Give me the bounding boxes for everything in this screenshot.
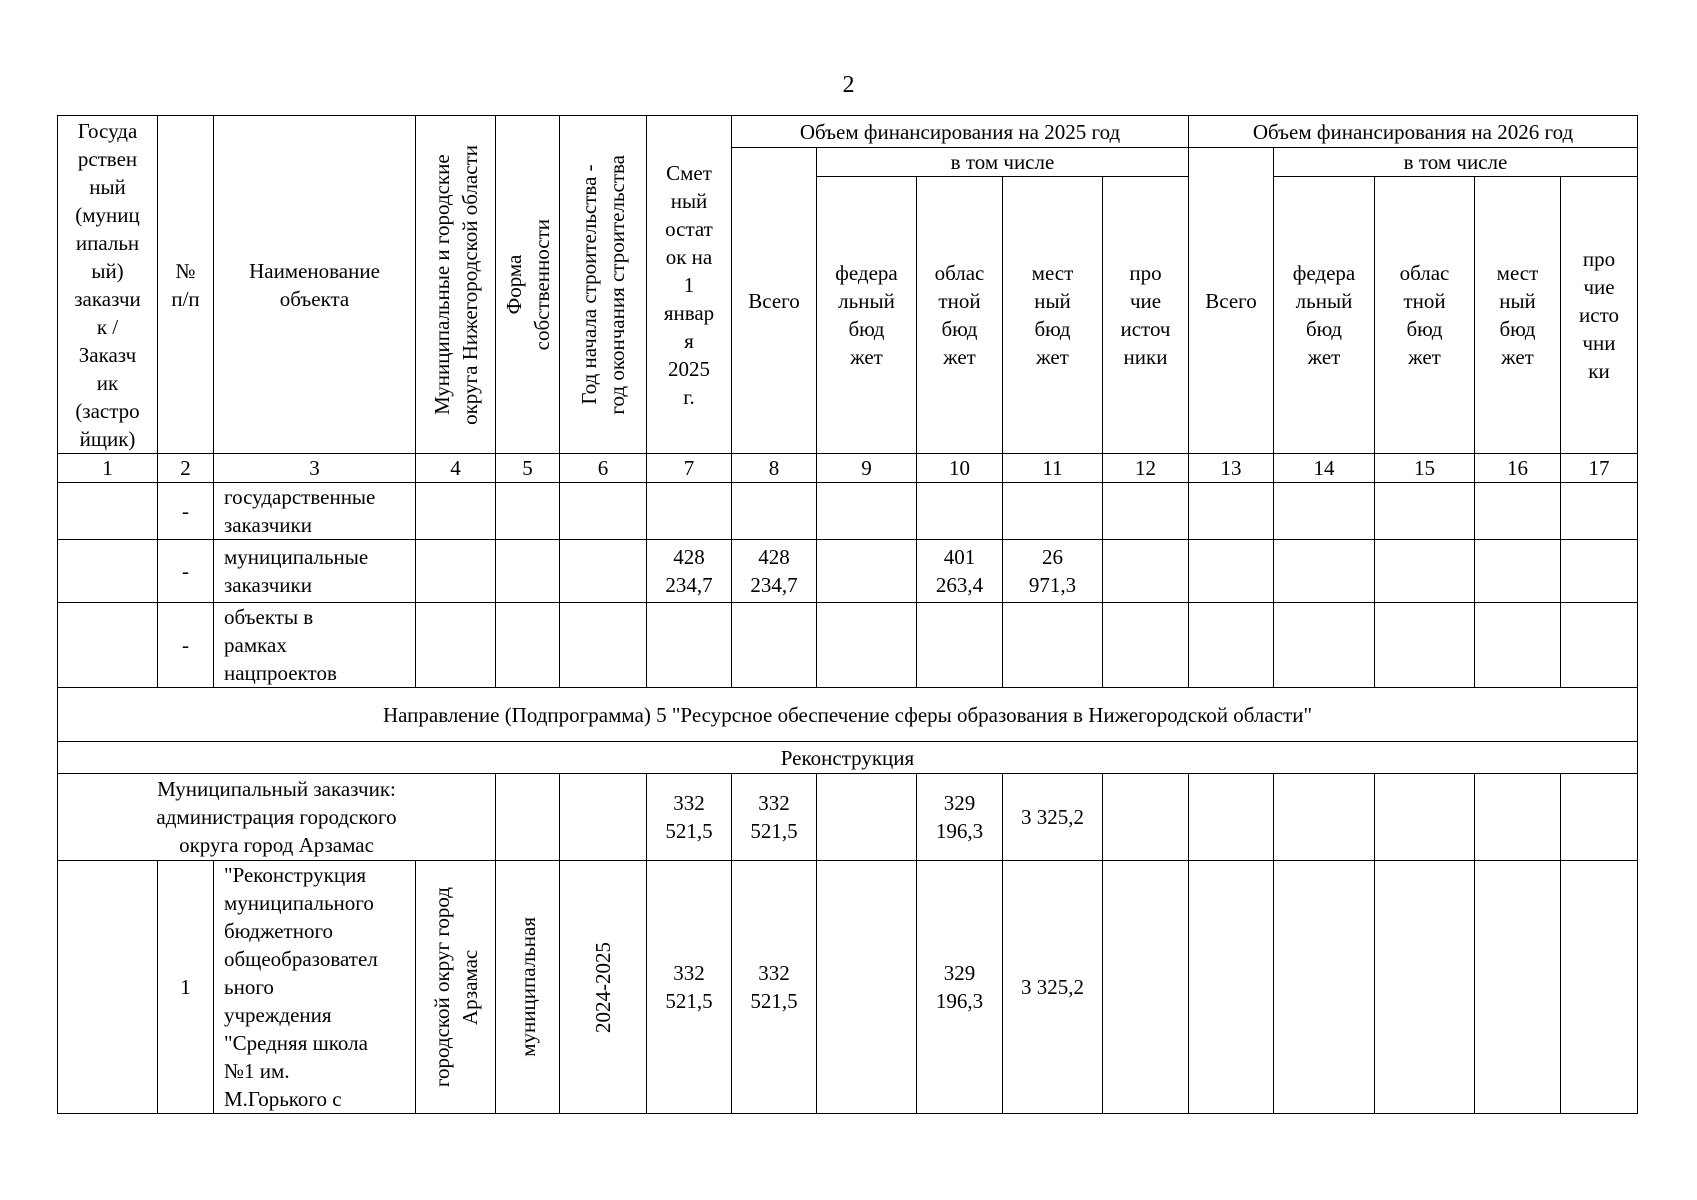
header-including-2026: в том числе [1274,148,1638,177]
header-local-2026: мест ный бюд жет [1475,177,1561,454]
cell-empty [496,603,560,688]
financing-table [57,115,1638,1114]
cell-balance: 332 521,5 [647,861,732,1114]
table-row-national-projects [58,603,1638,688]
cell-dash: - [158,603,214,688]
header-years: Год начала строительства - год окончания строительства [560,116,647,454]
cell-empty [1561,483,1638,540]
cell-years: 2024-2025 [560,861,647,1114]
header-federal-2025: федера льный бюд жет [817,177,917,454]
header-customer: Госуда рствен ный (муниц ипальн ый) заказчи к / Заказч ик (застро йщик) [58,116,158,454]
column-numbers-row [58,454,1638,483]
cell-name: муниципальные заказчики [214,540,416,603]
cell-empty [1561,774,1638,861]
cell-empty [58,861,158,1114]
cell-empty [560,483,647,540]
cell-empty [1103,540,1189,603]
column-number: 10 [917,454,1003,483]
cell-empty [1475,483,1561,540]
cell-balance: 332 521,5 [647,774,732,861]
column-number: 6 [560,454,647,483]
cell-empty [1375,774,1475,861]
cell-empty [58,540,158,603]
cell-empty [732,603,817,688]
header-financing-2025: Объем финансирования на 2025 год [732,116,1189,148]
cell-empty [1375,861,1475,1114]
cell-empty [817,540,917,603]
column-number: 3 [214,454,416,483]
header-total-2026: Всего [1189,148,1274,454]
cell-empty [647,603,732,688]
cell-empty [817,603,917,688]
column-number: 7 [647,454,732,483]
cell-empty [560,603,647,688]
header-municipalities: Муниципальные и городские округа Нижегородской области [416,116,496,454]
cell-empty [732,483,817,540]
column-number: 13 [1189,454,1274,483]
cell-empty [1189,540,1274,603]
cell-name: государственные заказчики [214,483,416,540]
cell-empty [496,774,560,861]
table-row-municipal-customers [58,540,1638,603]
column-number: 9 [817,454,917,483]
table-row-customer-arzamas [58,774,1638,861]
cell-empty [1003,603,1103,688]
cell-regional-2025: 401 263,4 [917,540,1003,603]
cell-total-2025: 332 521,5 [732,774,817,861]
cell-empty [1274,483,1375,540]
header-regional-2025: облас тной бюд жет [917,177,1003,454]
cell-empty [1475,861,1561,1114]
cell-dash: - [158,540,214,603]
cell-local-2025: 3 325,2 [1003,774,1103,861]
cell-empty [1561,861,1638,1114]
column-number: 16 [1475,454,1561,483]
cell-empty [817,483,917,540]
cell-empty [416,540,496,603]
cell-empty [1561,603,1638,688]
cell-object-name: "Реконструкция муниципального бюджетного общеобразовател ьного учреждения "Средняя школа №1 им. М.Горького с [214,861,416,1114]
cell-ownership: муниципальная [496,861,560,1114]
cell-empty [1003,483,1103,540]
cell-empty [917,483,1003,540]
column-number: 8 [732,454,817,483]
cell-empty [1189,603,1274,688]
header-object-name: Наименование объекта [214,116,416,454]
header-other-2025: про чие источ ники [1103,177,1189,454]
cell-empty [1189,483,1274,540]
cell-number: 1 [158,861,214,1114]
cell-dash: - [158,483,214,540]
header-other-2026: про чие исто чни ки [1561,177,1638,454]
cell-total-2025: 332 521,5 [732,861,817,1114]
column-number: 4 [416,454,496,483]
cell-empty [496,540,560,603]
cell-empty [1274,540,1375,603]
cell-regional-2025: 329 196,3 [917,774,1003,861]
table-row-section [58,742,1638,774]
header-financing-2026: Объем финансирования на 2026 год [1189,116,1638,148]
cell-empty [1375,540,1475,603]
header-ownership: Форма собственности [496,116,560,454]
header-regional-2026: облас тной бюд жет [1375,177,1475,454]
cell-empty [1274,603,1375,688]
cell-empty [1475,774,1561,861]
header-federal-2026: федера льный бюд жет [1274,177,1375,454]
direction-title: Направление (Подпрограмма) 5 "Ресурсное обеспечение сферы образования в Нижегородской области" [58,688,1638,742]
column-number: 17 [1561,454,1638,483]
header-local-2025: мест ный бюд жет [1003,177,1103,454]
cell-empty [58,603,158,688]
column-number: 15 [1375,454,1475,483]
cell-empty [1189,861,1274,1114]
cell-empty [1274,774,1375,861]
cell-empty [1475,603,1561,688]
cell-empty [1103,861,1189,1114]
table-row-state-customers [58,483,1638,540]
cell-balance: 428 234,7 [647,540,732,603]
cell-empty [416,483,496,540]
cell-empty [917,603,1003,688]
cell-empty [647,483,732,540]
page-number: 2 [842,72,855,98]
cell-empty [817,774,917,861]
cell-empty [560,774,647,861]
cell-empty [58,483,158,540]
cell-empty [1561,540,1638,603]
cell-empty [1475,540,1561,603]
header-row-1 [58,116,1638,148]
cell-local-2025: 26 971,3 [1003,540,1103,603]
cell-empty [817,861,917,1114]
column-number: 12 [1103,454,1189,483]
cell-empty [416,603,496,688]
table-row-object [58,861,1638,1114]
table-row-direction [58,688,1638,742]
column-number: 1 [58,454,158,483]
column-number: 2 [158,454,214,483]
cell-empty [1103,603,1189,688]
cell-local-2025: 3 325,2 [1003,861,1103,1114]
cell-customer-name: Муниципальный заказчик: администрация городского округа город Арзамас [58,774,496,861]
cell-empty [560,540,647,603]
cell-regional-2025: 329 196,3 [917,861,1003,1114]
section-title: Реконструкция [58,742,1638,774]
cell-empty [1274,861,1375,1114]
header-number: № п/п [158,116,214,454]
cell-empty [1103,774,1189,861]
header-total-2025: Всего [732,148,817,454]
cell-empty [1103,483,1189,540]
column-number: 5 [496,454,560,483]
header-including-2025: в том числе [817,148,1189,177]
cell-municipality: городской округ город Арзамас [416,861,496,1114]
cell-empty [1375,603,1475,688]
cell-total-2025: 428 234,7 [732,540,817,603]
cell-empty [1189,774,1274,861]
cell-empty [1375,483,1475,540]
header-balance: Смет ный остат ок на 1 январ я 2025 г. [647,116,732,454]
column-number: 14 [1274,454,1375,483]
cell-name: объекты в рамках нацпроектов [214,603,416,688]
column-number: 11 [1003,454,1103,483]
cell-empty [496,483,560,540]
